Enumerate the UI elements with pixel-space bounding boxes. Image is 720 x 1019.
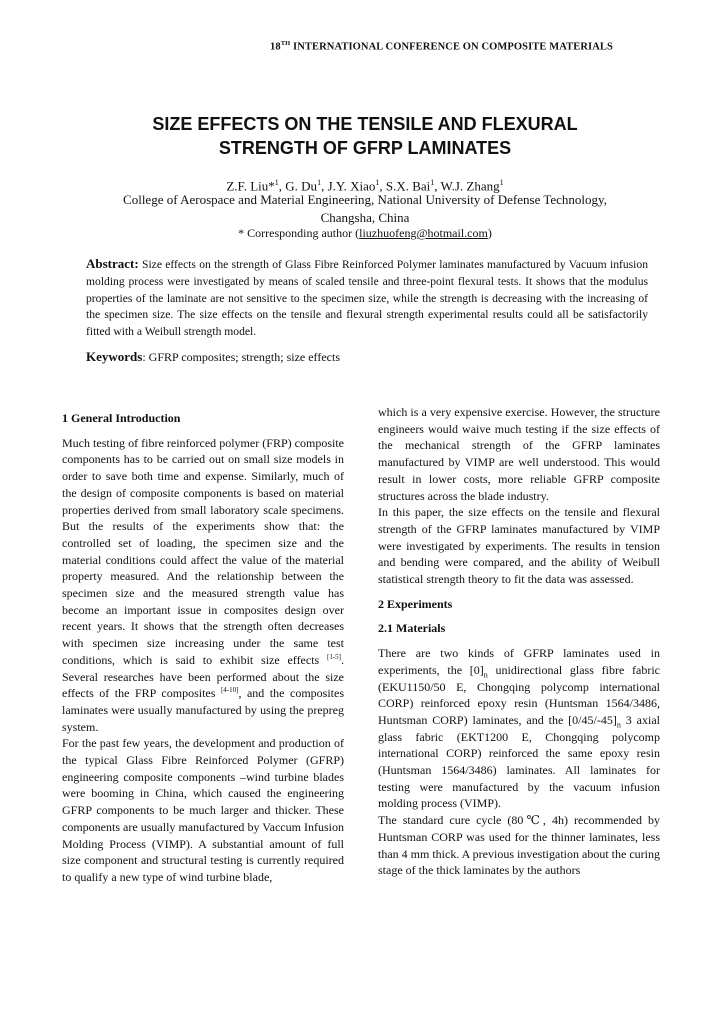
materials-paragraph-1 bbox=[378, 645, 660, 812]
intro-text: Much testing of fibre reinforced polymer (FRP) composite components has to be carried out on small size models in order to save both time and expense. Similarly, much of the design of composite components is based on material properties derived from small laboratory scale specimens. But the results of the experiments show that: the controlled set of loading, the specimen size and the material conditions could affect the value of the material property measured. And the relationship between the specimen size and the measured strength value has become an important issue in composites design over recent years. It shows that the strength often decreases with specimen size increasing under the same test conditions, which is said to exhibit size effects bbox=[62, 435, 344, 667]
affiliation-line-2: Changsha, China bbox=[320, 210, 410, 225]
author-name: , S.X. Bai bbox=[379, 178, 431, 194]
author-affil-mark: 1 bbox=[274, 178, 279, 187]
intro-paragraph-4: In this paper, the size effects on the tensile and flexural strength of the GFRP laminates manufactured by VIMP were investigated by experiments. The results in tension and bending were compared, and the ability of Weibull statistical strength theory to fit the data was assessed. bbox=[378, 505, 660, 587]
author-affil-mark: 1 bbox=[317, 178, 322, 187]
corresponding-prefix: * Corresponding author ( bbox=[238, 226, 360, 240]
conf-name: INTERNATIONAL CONFERENCE ON COMPOSITE MATERIALS bbox=[290, 41, 613, 53]
author-affil-mark: 1 bbox=[499, 178, 504, 187]
right-column bbox=[378, 404, 660, 879]
title-line-2: STRENGTH OF GFRP LAMINATES bbox=[218, 138, 512, 158]
keywords bbox=[86, 349, 648, 365]
abstract bbox=[86, 256, 648, 341]
author-affil-mark: 1 bbox=[375, 178, 380, 187]
intro-paragraph-2: For the past few years, the development and production of the typical Glass Fibre Reinforced Polymer (GFRP) engineering composite components –wind turbine blades were booming in China, which caused the engineering GFRP components to be much larger and thicker. These components are usually manufactured by Vaccum Infusion Molding Process (VIMP). A substantial amount of full size component and structural testing is currently required to qualify a new type of wind turbine blade, bbox=[62, 736, 344, 884]
intro-text: , and the composites laminates were usually manufactured by using the prepreg system. bbox=[62, 686, 344, 734]
author-name: Z.F. Liu* bbox=[226, 178, 275, 194]
abstract-text: Size effects on the strength of Glass Fibre Reinforced Polymer laminates manufactured by Vacuum infusion molding process were investigated by means of scaled tensile and three-point flexural tests. It shows that the modulus properties of the laminate are not sensitive to the specimen size, while the strength is decreasing with the increasing of the specimen size. The size effects on the tensile and flexural strength experimental results could all be satisfactorily fitted with a Weibull strength model. bbox=[86, 258, 648, 339]
author-name: , J.Y. Xiao bbox=[321, 178, 376, 194]
affiliation-line-1: College of Aerospace and Material Engineering, National University of Defense Technology, bbox=[123, 192, 607, 207]
section-heading-experiments: 2 Experiments bbox=[378, 596, 453, 611]
section-heading-materials: 2.1 Materials bbox=[378, 621, 446, 636]
abstract-label: Abstract: bbox=[86, 256, 139, 271]
conf-number-suffix: TH bbox=[280, 40, 291, 47]
author-affil-mark: 1 bbox=[430, 178, 435, 187]
conf-number: 18 bbox=[270, 41, 281, 53]
intro-paragraph-1 bbox=[62, 435, 344, 736]
materials-paragraph-2: The standard cure cycle (80℃, 4h) recommended by Huntsman CORP was used for the thinner laminates, less than 4 mm thick. A previous investigation about the curing stage of the thick laminates by the authors bbox=[378, 813, 660, 878]
running-header bbox=[270, 40, 670, 53]
materials-text: 3 axial glass fabric (EKT1200 E, Chongqing polycomp international CORP) reinforced the same epoxy resin (Huntsman 1564/3486) laminates. All laminates for testing were manufactured by the vacuum infusion molding process (VIMP). bbox=[378, 712, 660, 811]
citation: [4-10] bbox=[220, 686, 239, 695]
subscript: n bbox=[616, 720, 621, 730]
intro-text: . Several researches have been performed about the size effects of the FRP composites bbox=[62, 652, 344, 701]
subscript: n bbox=[483, 670, 488, 680]
corresponding-email-link[interactable]: liuzhuofeng@hotmail.com bbox=[359, 226, 488, 240]
citation: [1-5] bbox=[327, 652, 341, 661]
paper-title bbox=[60, 112, 670, 160]
keywords-text: : GFRP composites; strength; size effects bbox=[142, 350, 340, 364]
corresponding-author bbox=[60, 225, 670, 241]
author-name: , G. Du bbox=[278, 178, 318, 194]
corresponding-suffix: ) bbox=[487, 226, 492, 240]
title-line-1: SIZE EFFECTS ON THE TENSILE AND FLEXURAL bbox=[152, 114, 578, 134]
keywords-label: Keywords bbox=[86, 349, 143, 364]
author-name: , W.J. Zhang bbox=[434, 178, 500, 194]
affiliation bbox=[60, 191, 670, 227]
materials-text: There are two kinds of GFRP laminates used in experiments, the [0] bbox=[378, 646, 660, 677]
materials-text: unidirectional glass fibre fabric (EKU1150/50 E, Chongqing polycomp international CORP) reinforced epoxy resin (Huntsman 1564/3486, Huntsman CORP) laminates, and the [0/45/-45] bbox=[378, 662, 660, 727]
section-heading-introduction: 1 General Introduction bbox=[62, 411, 181, 425]
intro-paragraph-3: which is a very expensive exercise. However, the structure engineers would waive much testing if the size effects of the mechanical strength of the GFRP laminates manufactured by VIMP are well understood. This would result in lower costs, more reliable GFRP composite structures across the blade industry. bbox=[378, 405, 660, 503]
left-column bbox=[62, 410, 344, 886]
